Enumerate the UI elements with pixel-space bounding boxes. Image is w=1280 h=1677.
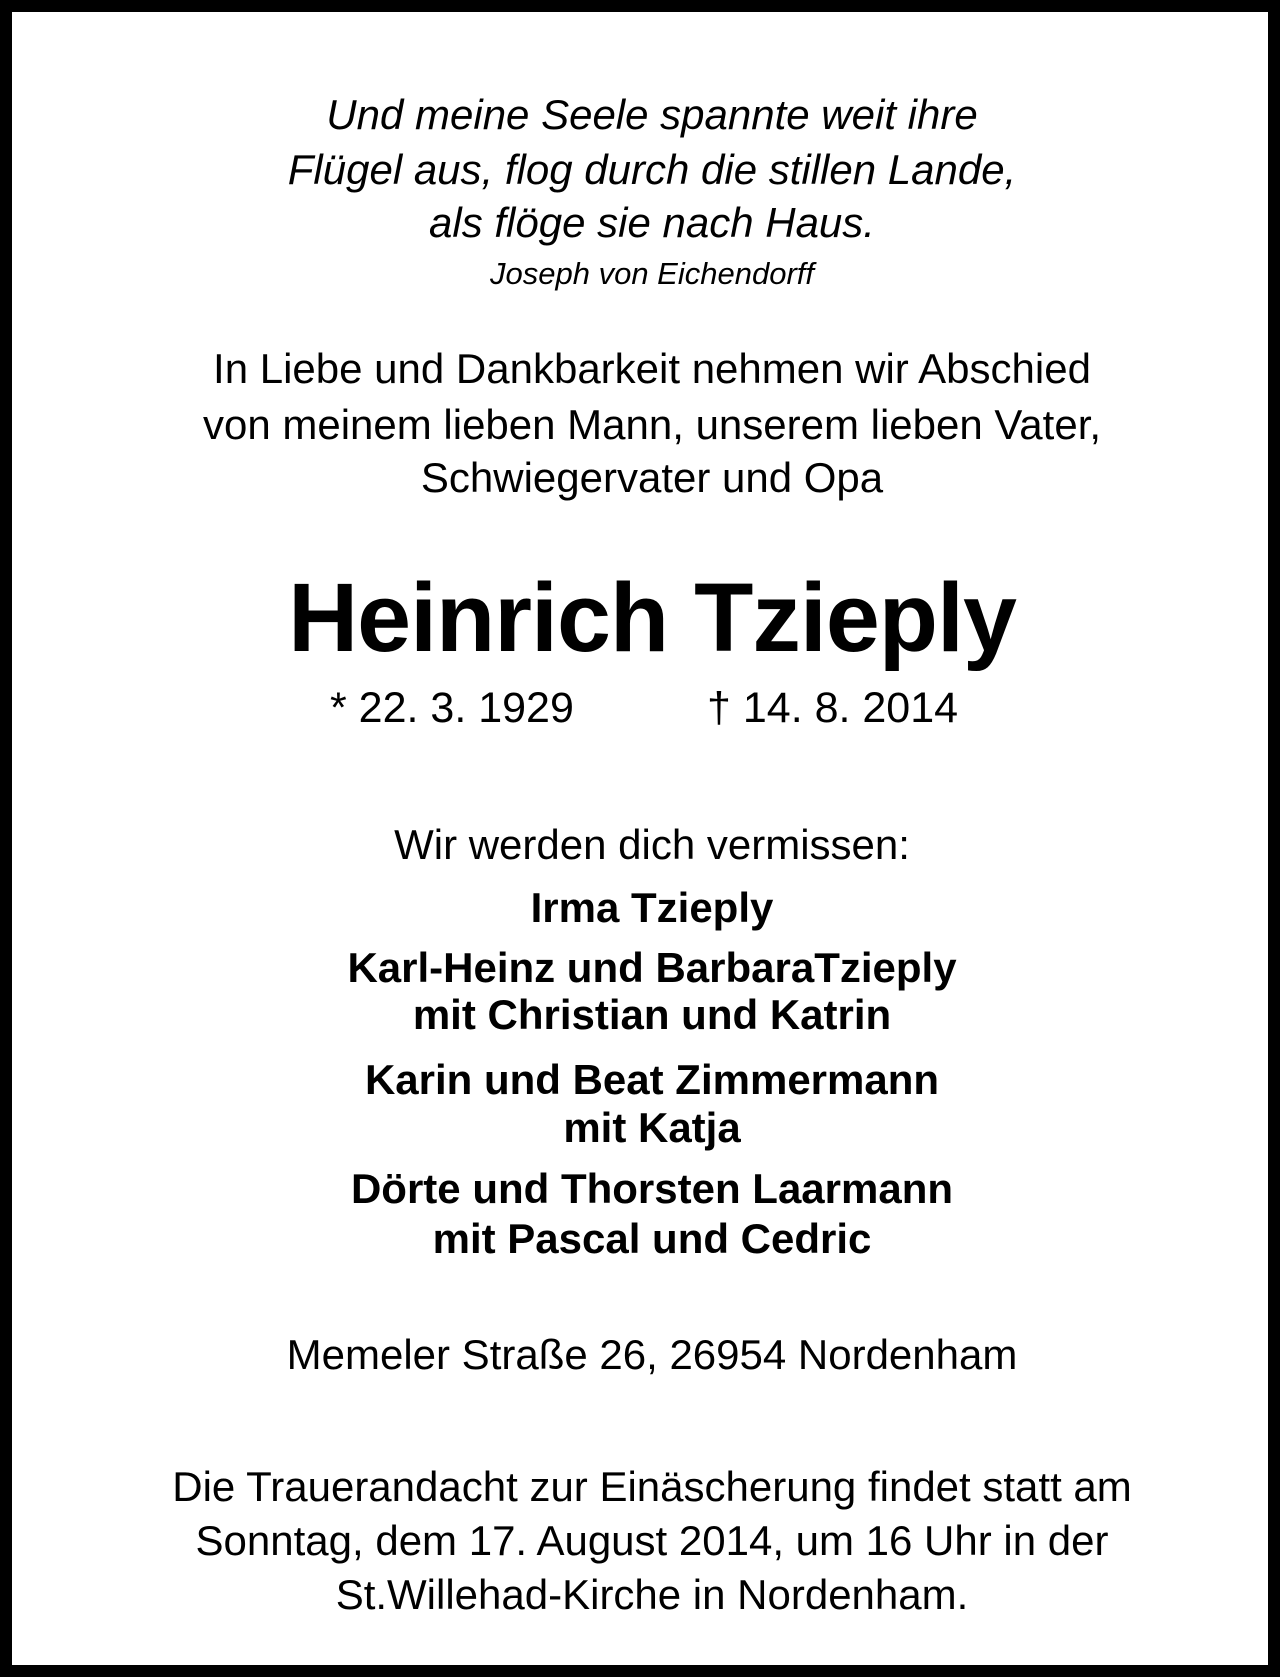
deceased-name: Heinrich Tzieply: [288, 563, 1016, 672]
poem-author: Joseph von Eichendorff: [490, 256, 814, 291]
mourner-line: Irma Tzieply: [530, 884, 774, 931]
mourner-line: Karin und Beat Zimmermann: [364, 1056, 940, 1103]
service-line-1: Die Trauerandacht zur Einäscherung findet statt am: [172, 1463, 1132, 1510]
address: Memeler Straße 26, 26954 Nordenham: [286, 1331, 1018, 1378]
mourner-line: Dörte und Thorsten Laarmann: [350, 1165, 954, 1212]
intro-line-1: In Liebe und Dankbarkeit nehmen wir Abschied: [213, 345, 1091, 392]
mourners-heading: Wir werden dich vermissen:: [394, 821, 910, 868]
death-date: † 14. 8. 2014: [707, 684, 959, 732]
mourner-line: mit Pascal und Cedric: [432, 1215, 872, 1262]
mourner-line: Karl-Heinz und BarbaraTzieply: [347, 944, 957, 991]
intro-line-2: von meinem lieben Mann, unserem lieben Vater,: [202, 401, 1102, 448]
mourner-line: mit Katja: [563, 1104, 741, 1151]
mourner-line: mit Christian und Katrin: [412, 991, 892, 1038]
birth-date: * 22. 3. 1929: [330, 684, 574, 732]
intro-line-3: Schwiegervater und Opa: [420, 454, 884, 501]
service-line-3: St.Willehad-Kirche in Nordenham.: [335, 1571, 969, 1618]
life-dates: [12, 684, 1280, 737]
service-line-2: Sonntag, dem 17. August 2014, um 16 Uhr in der: [195, 1517, 1109, 1564]
poem-line-3: als flöge sie nach Haus.: [429, 199, 875, 246]
poem-line-1: Und meine Seele spannte weit ihre: [326, 91, 978, 138]
poem-line-2: Flügel aus, flog durch die stillen Lande,: [287, 146, 1017, 193]
